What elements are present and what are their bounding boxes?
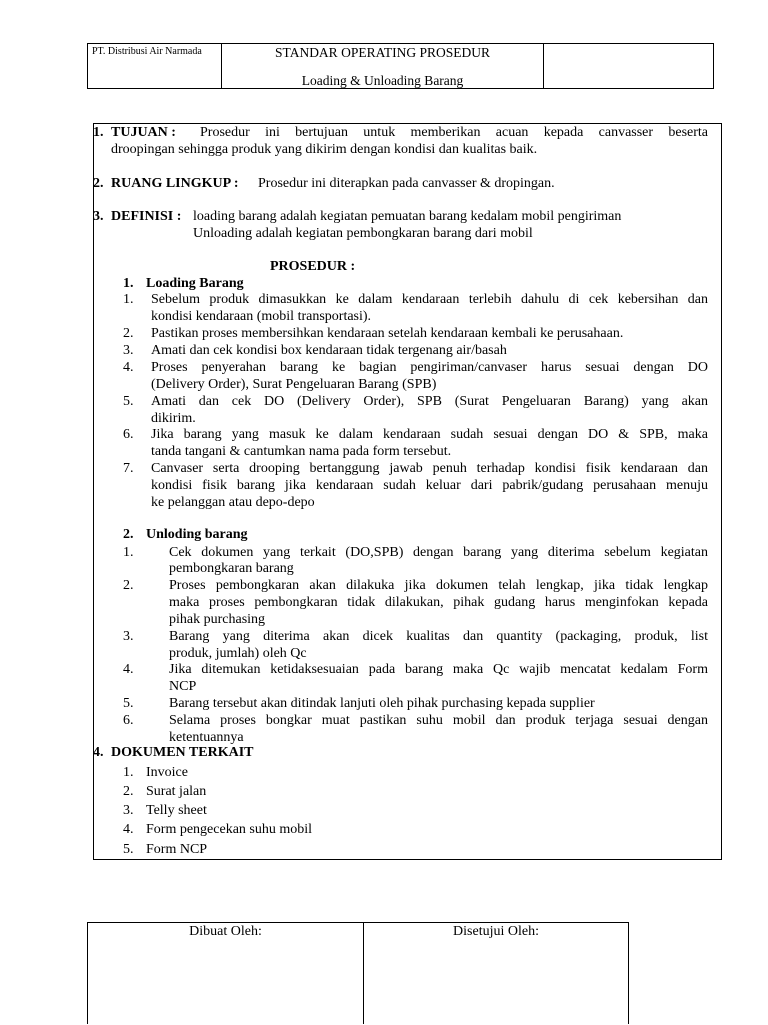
list-item-number: 6. [123, 713, 134, 728]
list-item-text: Cek dokumen yang terkait (DO,SPB) dengan barang yang diterima sebelum kegiatan [169, 545, 708, 560]
list-item-text: kondisi fisik barang jika kendaraan sudah keluar dari pabrik/gudang perusahaan menuju [151, 478, 708, 493]
made-by-label: Dibuat Oleh: [189, 924, 262, 939]
list-item-text: ketentuannya [169, 730, 244, 745]
section-3-text-line2: Unloading adalah kegiatan pembongkaran barang dari mobil [193, 226, 533, 241]
section-1-text-line2: droopingan sehingga produk yang dikirim dengan kondisi dan kualitas baik. [111, 142, 538, 157]
section-4-title: DOKUMEN TERKAIT [111, 745, 254, 760]
dokumen-item-number: 5. [123, 842, 134, 857]
signature-table [87, 922, 629, 1024]
list-item-text: Barang tersebut akan ditindak lanjuti oleh pihak purchasing kepada supplier [169, 696, 595, 711]
dokumen-item-text: Invoice [146, 765, 188, 780]
list-item-number: 7. [123, 461, 134, 476]
list-item-text: Canvaser serta drooping bertanggung jawab penuh terhadap kondisi fisik kendaraan dan [151, 461, 708, 476]
section-1-label: TUJUAN : [111, 125, 176, 140]
list-item-text: (Delivery Order), Surat Pengeluaran Barang (SPB) [151, 377, 437, 392]
loading-title: Loading Barang [146, 276, 244, 291]
list-item-number: 3. [123, 343, 134, 358]
list-item-number: 6. [123, 427, 134, 442]
list-item-number: 3. [123, 629, 134, 644]
list-item-text: ke pelanggan atau depo-depo [151, 495, 315, 510]
company-name: PT. Distribusi Air Narmada [88, 44, 222, 88]
dokumen-item-text: Form NCP [146, 842, 208, 857]
list-item-number: 2. [123, 578, 134, 593]
dokumen-item-text: Form pengecekan suhu mobil [146, 822, 313, 837]
approved-by-label: Disetujui Oleh: [453, 924, 539, 939]
list-item-text: Jika barang yang masuk ke dalam kendaraan sudah sesuai dengan DO & SPB, maka [151, 427, 708, 442]
prosedur-heading: PROSEDUR : [270, 259, 356, 274]
list-item-text: NCP [169, 679, 197, 694]
section-3-number: 3. [93, 209, 104, 224]
document-title: STANDAR OPERATING PROSEDUR [275, 45, 490, 60]
list-item-text: Proses pembongkaran akan dilakuka jika dokumen telah lengkap, jika tidak lengkap [169, 578, 708, 593]
list-item-number: 1. [123, 292, 134, 307]
section-4-number: 4. [93, 745, 104, 760]
list-item-text: Jika ditemukan ketidaksesuaian pada barang maka Qc wajib mencatat kedalam Form [169, 662, 708, 677]
section-3-label: DEFINISI : [111, 209, 182, 224]
approved-by-cell [364, 923, 628, 1025]
list-item-number: 5. [123, 696, 134, 711]
section-2-number: 2. [93, 176, 104, 191]
list-item-text: Proses penyerahan barang ke bagian pengiriman/canvaser harus sesuai dengan DO [151, 360, 708, 375]
dokumen-item-number: 3. [123, 803, 134, 818]
dokumen-item-number: 2. [123, 784, 134, 799]
list-item-text: tanda tangani & cantumkan nama pada form tersebut. [151, 444, 452, 459]
list-item-text: Barang yang diterima akan dicek kualitas dan quantity (packaging, produk, list [169, 629, 708, 644]
list-item-number: 4. [123, 360, 134, 375]
dokumen-item-text: Telly sheet [146, 803, 207, 818]
list-item-text: maka proses pembongkaran tidak dilakukan, pihak gudang harus menginfokan kepada [169, 595, 708, 610]
dokumen-item-number: 1. [123, 765, 134, 780]
list-item-text: Selama proses bongkar muat pastikan suhu mobil dan produk terjaga sesuai dengan [169, 713, 708, 728]
unloading-title: Unloding barang [146, 527, 248, 542]
section-3-text-line1: loading barang adalah kegiatan pemuatan barang kedalam mobil pengiriman [193, 209, 622, 224]
list-item-text: produk, jumlah) oleh Qc [169, 646, 307, 661]
header-title-cell [222, 44, 544, 88]
dokumen-item-number: 4. [123, 822, 134, 837]
list-item-number: 2. [123, 326, 134, 341]
document-subtitle: Loading & Unloading Barang [301, 73, 464, 88]
section-1-number: 1. [93, 125, 104, 140]
list-item-text: pembongkaran barang [169, 561, 294, 576]
loading-number: 1. [123, 276, 134, 291]
list-item-number: 1. [123, 545, 134, 560]
list-item-text: Amati dan cek kondisi box kendaraan tidak tergenang air/basah [151, 343, 507, 358]
unloading-number: 2. [123, 527, 134, 542]
list-item-text: Sebelum produk dimasukkan ke dalam kendaraan terlebih dahulu di cek kebersihan dan [151, 292, 708, 307]
list-item-number: 4. [123, 662, 134, 677]
section-2-label: RUANG LINGKUP : [111, 176, 239, 191]
dokumen-item-text: Surat jalan [146, 784, 207, 799]
list-item-text: pihak purchasing [169, 612, 266, 627]
list-item-text: kondisi kendaraan (mobil transportasi). [151, 309, 372, 324]
header-table [87, 43, 714, 89]
section-1-text-line1: Prosedur ini bertujuan untuk memberikan acuan kepada canvasser beserta [200, 125, 708, 140]
made-by-cell [88, 923, 364, 1024]
section-2-text: Prosedur ini diterapkan pada canvasser & dropingan. [258, 176, 555, 191]
list-item-text: Amati dan cek DO (Delivery Order), SPB (Surat Pengeluaran Barang) yang akan [151, 394, 708, 409]
list-item-number: 5. [123, 394, 134, 409]
list-item-text: Pastikan proses membersihkan kendaraan setelah kendaraan kembali ke perusahaan. [151, 326, 624, 341]
list-item-text: dikirim. [151, 411, 196, 426]
